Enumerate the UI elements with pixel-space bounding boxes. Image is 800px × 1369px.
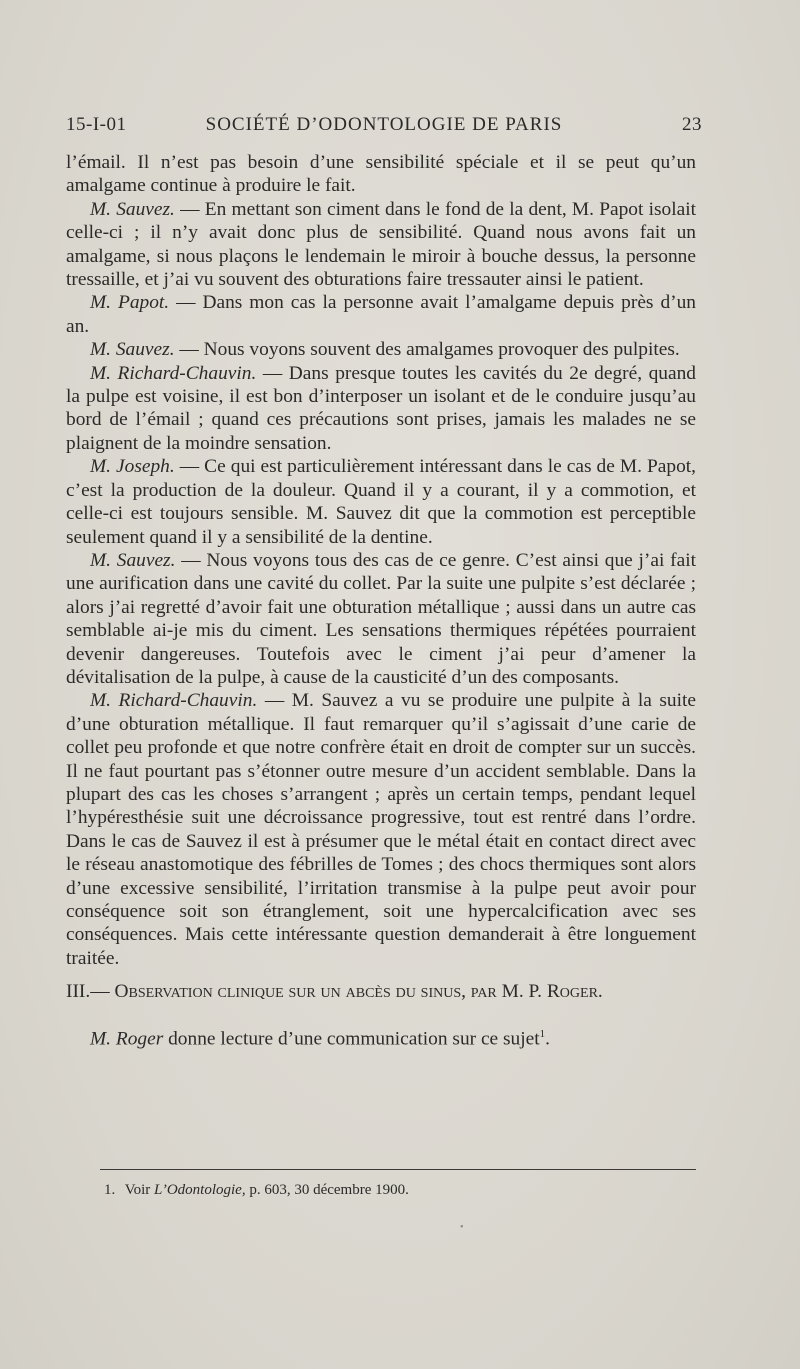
speaker-name: M. Sauvez.: [90, 198, 175, 220]
speaker-name: M. Papot.: [90, 292, 170, 314]
paragraph: [66, 338, 696, 361]
footnote: [104, 1180, 684, 1200]
speaker-name: M. Richard-Chauvin.: [90, 362, 257, 384]
running-header: [66, 114, 702, 142]
paragraph-text: — Nous voyons tous des cas de ce genre. C’est ainsi que j’ai fait une aurification dans une cavité du collet. Par la suite une pulpite s’est déclarée ; alors j’ai regretté d’avoir fait une obturation métallique ; aussi dans un autre cas semblable ai-je mis du ciment. Les sensations thermiques répétées pourraient devenir dangereuses. Toutefois avec le ciment j’ai peur d’amener la dévitalisation de la pulpe, à cause de la causticité d’un des composants.: [66, 549, 696, 688]
paragraph: [66, 549, 696, 689]
section-title: Observation clinique sur un abcès du sinus, par M. P. Roger.: [114, 981, 603, 1003]
header-title: SOCIÉTÉ D’ODONTOLOGIE DE PARIS: [205, 114, 563, 135]
footnote-number: 1.: [104, 1182, 116, 1198]
page-body: [66, 151, 696, 1051]
paragraph: [66, 689, 696, 970]
speaker-name: M. Sauvez.: [90, 549, 176, 571]
paragraph: [66, 198, 696, 292]
speaker-name: M. Roger: [90, 1028, 164, 1050]
paragraph-text: — Dans mon cas la personne avait l’amalgame depuis près d’un an.: [66, 292, 696, 337]
paragraph-text: — Dans presque toutes les cavités du 2e degré, quand la pulpe est voisine, il est bon d’interposer un isolant et de le conduire jusqu’au bord de l’émail ; quand ces précautions sont prises, jamais les malades ne se plaignent de la moindre sensation.: [66, 362, 696, 454]
paragraph: [66, 1023, 696, 1051]
speaker-name: M. Sauvez.: [90, 339, 175, 361]
paragraph-text: l’émail. Il n’est pas besoin d’une sensibilité spéciale et il se peut qu’un amalgame continue à produire le fait.: [66, 152, 696, 197]
paragraph-end: .: [545, 1028, 550, 1050]
paragraph: [66, 362, 696, 456]
paragraph-text: — Ce qui est particulièrement intéressant dans le cas de M. Papot, c’est la production de la douleur. Quand il y a courant, il y a commotion, et celle-ci est toujours sensible. M. Sauvez dit que la commotion est perceptible seulement quand il y a sensibilité de la dentine.: [66, 456, 696, 548]
header-date: 15-I-01: [66, 114, 127, 135]
speaker-name: M. Richard-Chauvin.: [90, 690, 258, 712]
footnote-rule: [100, 1169, 696, 1170]
footnote-post: p. 603, 30 décembre 1900.: [249, 1182, 409, 1198]
paragraph-text: — Nous voyons souvent des amalgames provoquer des pulpites.: [179, 339, 680, 361]
section-dash: —: [90, 981, 110, 1003]
footnote-pre: Voir: [124, 1182, 151, 1198]
speaker-name: M. Joseph.: [90, 456, 175, 478]
paragraph: [66, 291, 696, 338]
page-number: 23: [682, 114, 702, 135]
footnote-ref: 1: [539, 1028, 546, 1041]
print-speck: •: [460, 1222, 464, 1233]
section-heading: [66, 980, 696, 1003]
section-number: III.: [66, 981, 91, 1003]
paragraph-text: — M. Sauvez a vu se produire une pulpite à la suite d’une obturation métallique. Il faut remarquer qu’il s’agissait d’une carie de collet peu profonde et que notre confrère était en droit de compter sur un succès. Il ne faut pourtant pas s’étonner outre mesure d’un accident semblable. Dans la plupart des cas les choses s’arrangent ; après un certain temps, pendant lequel l’hypéresthésie suit une décroissance progressive, tout est rentré dans l’ordre. Dans le cas de Sauvez il est à présumer que le métal était en contact direct avec le réseau anastomotique des fébrilles de Tomes ; des chocs thermiques sont alors d’une excessive sensibilité, l’irritation transmise à la pulpe peut avoir pour conséquence soit son étranglement, soit une hypercalcification avec ses conséquences. Mais cette intéressante question demanderait à être longuement traitée.: [66, 690, 696, 969]
paragraph-text: donne lecture d’une communication sur ce sujet: [168, 1028, 540, 1050]
paragraph: [66, 455, 696, 549]
footnote-journal: L’Odontologie,: [154, 1182, 246, 1198]
paragraph-text: — En mettant son ciment dans le fond de la dent, M. Papot isolait celle-ci ; il n’y avait donc plus de sensibilité. Quand nous avons fait un amalgame, si nous plaçons le lendemain le miroir à bouche dessus, la personne tressaille, et j’ai vu souvent des obturations faire tressauter ainsi le patient.: [66, 198, 696, 291]
paragraph: [66, 151, 696, 198]
